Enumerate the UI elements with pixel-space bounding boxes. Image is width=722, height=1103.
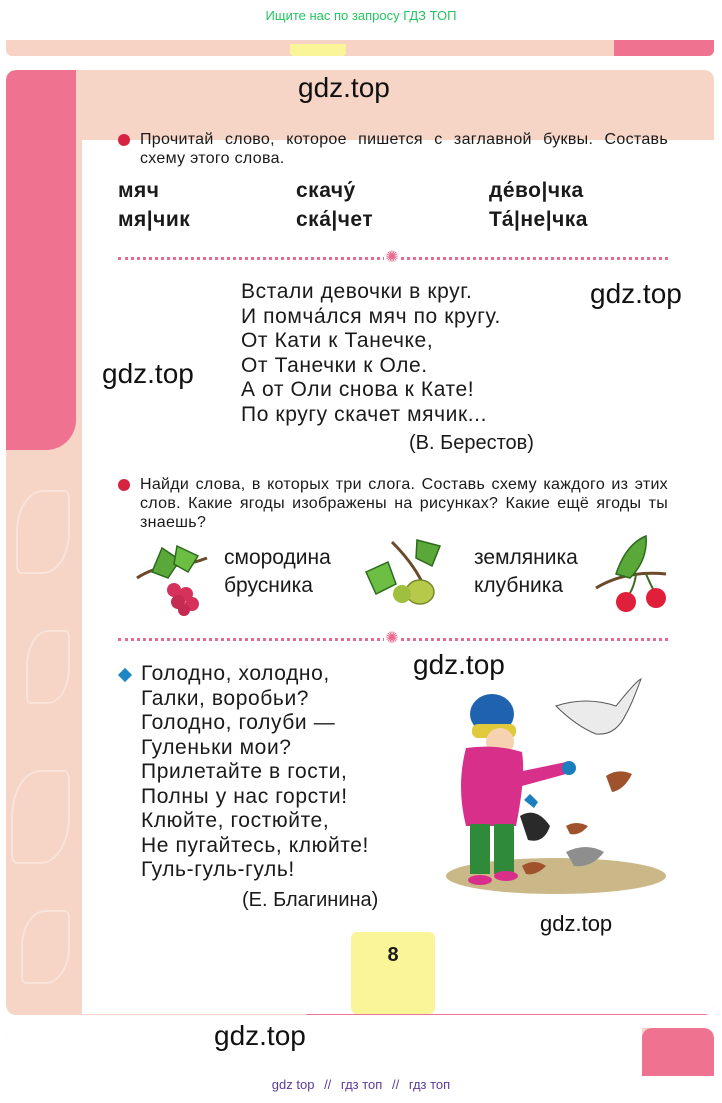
- poem-line: А от Оли снова к Кате!: [241, 378, 475, 401]
- red-bullet-icon: [118, 134, 130, 146]
- watermark: gdz.top: [413, 649, 505, 680]
- poem-line: Гуленьки мои?: [141, 735, 292, 759]
- poem-line: И помча́лся мяч по кругу.: [241, 304, 501, 328]
- decor-leaf: [26, 630, 70, 704]
- berry-name: клубника: [474, 574, 564, 597]
- footer-link[interactable]: гдз топ: [408, 1077, 451, 1092]
- prev-page-number-tab: [290, 44, 346, 56]
- decor-leaf: [16, 490, 70, 574]
- word-cell: ска́|чет: [296, 208, 374, 231]
- currant-illustration: [132, 538, 212, 616]
- footer-separator: //: [324, 1077, 332, 1092]
- poem-line: Встали девочки в круг.: [241, 280, 473, 303]
- poem-line: По кругу скачет мячик...: [241, 402, 488, 426]
- poem-line: От Кати к Танечке,: [241, 329, 434, 352]
- gooseberry-illustration: [362, 532, 452, 612]
- poem-line: Не пугайтесь, клюйте!: [141, 833, 369, 857]
- word-cell: Та́|не|чка: [489, 208, 588, 231]
- watermark: gdz.top: [214, 1020, 306, 1051]
- page-number-tab: [351, 932, 435, 1014]
- task1-instruction: Прочитай слово, которое пишется с заглавной буквы. Составь схему этого слова.: [140, 131, 668, 167]
- poem-blaginina: [141, 662, 369, 883]
- poem-berestov: [241, 280, 501, 427]
- footer-separator: //: [391, 1077, 400, 1092]
- watermark: gdz.top: [540, 911, 613, 936]
- footer-link[interactable]: гдз топ: [340, 1077, 383, 1092]
- word-cell: де́во|чка: [489, 179, 584, 202]
- sun-star-icon: ✺: [385, 630, 399, 647]
- poem-line: От Танечки к Оле.: [241, 353, 428, 377]
- next-page-pink-corner: [642, 1028, 714, 1076]
- watermark: gdz.top: [590, 278, 682, 309]
- berry-name: смородина: [224, 546, 331, 569]
- watermark: gdz.top: [102, 358, 194, 389]
- task2-instruction: Найди слова, в которых три слога. Составь схему каждого из этих слов. Какие ягоды изображены на рисунках? Какие ещё ягоды ты знаешь?: [140, 476, 668, 531]
- word-cell: мя|чик: [118, 208, 191, 231]
- next-page-edge: [6, 1028, 714, 1076]
- page-pink-band: [6, 70, 76, 450]
- cherry-illustration: [586, 534, 674, 614]
- poem-author: (В. Берестов): [409, 432, 534, 454]
- footer-links: [0, 1077, 722, 1092]
- berry-name: земляника: [474, 546, 578, 569]
- top-banner: [0, 0, 722, 32]
- footer-link[interactable]: gdz top: [271, 1077, 315, 1092]
- watermark: gdz.top: [298, 72, 390, 103]
- previous-page-edge: [6, 40, 714, 56]
- child-feeding-birds-illustration: [426, 676, 670, 898]
- poem-line: Голодно, холодно,: [141, 662, 330, 685]
- poem-line: Полны у нас горсти!: [141, 784, 348, 808]
- word-cell: скачу́: [296, 179, 356, 202]
- decor-leaf: [11, 770, 70, 864]
- banner-text[interactable]: Ищите нас по запросу ГДЗ ТОП: [265, 8, 457, 23]
- prev-page-pink-corner: [614, 40, 714, 56]
- poem-line: Галки, воробьи?: [141, 686, 310, 710]
- sun-star-icon: ✺: [385, 249, 399, 266]
- poem-line: Прилетайте в гости,: [141, 760, 348, 783]
- poem-author: (Е. Благинина): [242, 889, 379, 911]
- page-number: 8: [387, 944, 399, 966]
- poem-line: Клюйте, гостюйте,: [141, 809, 330, 832]
- red-bullet-icon: [118, 479, 130, 491]
- decor-leaf: [21, 910, 70, 984]
- word-cell: мяч: [118, 179, 160, 202]
- next-page-card: [6, 1028, 642, 1076]
- poem-line: Голодно, голуби —: [141, 711, 336, 734]
- berry-name: брусника: [224, 574, 313, 597]
- poem-line: Гуль-гуль-гуль!: [141, 858, 295, 881]
